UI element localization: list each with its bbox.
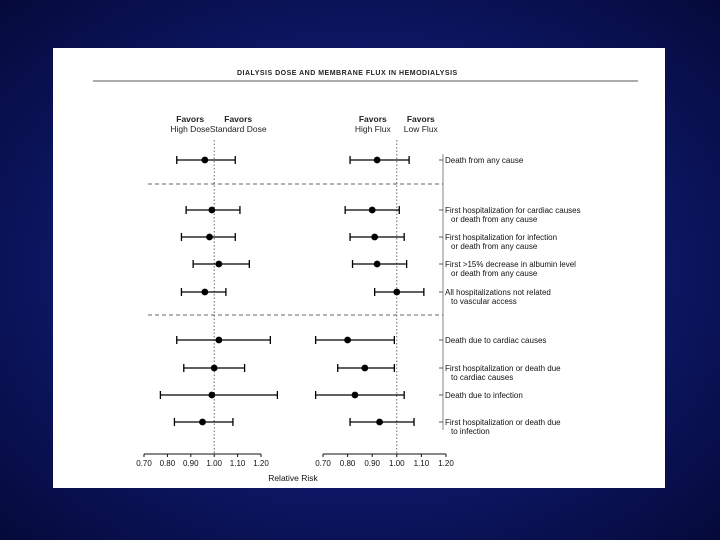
outcome-label: First hospitalization for cardiac causes <box>445 206 581 215</box>
outcome-label: All hospitalizations not related <box>445 288 551 297</box>
point-estimate <box>215 337 222 344</box>
favors-left-label: Favors <box>176 114 205 124</box>
x-tick-label: 0.80 <box>159 459 176 468</box>
point-estimate <box>376 419 383 426</box>
x-tick-label: 1.10 <box>229 459 246 468</box>
point-estimate <box>208 207 215 214</box>
favors-left-sublabel: High Dose <box>170 124 211 134</box>
point-estimate <box>352 392 359 399</box>
point-estimate <box>206 234 213 241</box>
outcome-label: Death due to infection <box>445 391 523 400</box>
x-tick-label: 0.90 <box>364 459 380 468</box>
x-tick-label: 0.90 <box>183 459 199 468</box>
x-tick-label: 0.80 <box>339 459 356 468</box>
point-estimate <box>344 337 351 344</box>
outcome-label: or death from any cause <box>451 215 538 224</box>
outcome-label: or death from any cause <box>451 269 538 278</box>
outcome-label: Death from any cause <box>445 156 524 165</box>
point-estimate <box>199 419 206 426</box>
x-tick-label: 1.00 <box>206 459 222 468</box>
outcome-label: First hospitalization or death due <box>445 418 561 427</box>
point-estimate <box>208 392 215 399</box>
favors-left-label: Favors <box>358 114 387 124</box>
point-estimate <box>369 207 376 214</box>
outcome-label: First hospitalization for infection <box>445 233 558 242</box>
point-estimate <box>215 261 222 268</box>
outcome-label: Death due to cardiac causes <box>445 336 547 345</box>
favors-right-sublabel: Standard Dose <box>209 124 267 134</box>
point-estimate <box>393 289 400 296</box>
point-estimate <box>361 365 368 372</box>
favors-left-sublabel: High Flux <box>354 124 391 134</box>
point-estimate <box>201 157 208 164</box>
favors-right-label: Favors <box>224 114 253 124</box>
forest-plot <box>53 48 665 488</box>
point-estimate <box>201 289 208 296</box>
forest-plot-figure <box>53 48 665 488</box>
figure-title: DIALYSIS DOSE AND MEMBRANE FLUX IN HEMODIALYSIS <box>237 70 458 77</box>
point-estimate <box>211 365 218 372</box>
outcome-label: or death from any cause <box>451 242 538 251</box>
x-tick-label: 1.20 <box>438 459 454 468</box>
x-tick-label: 0.70 <box>136 459 152 468</box>
outcome-label: First >15% decrease in albumin level <box>445 260 576 269</box>
x-tick-label: 0.70 <box>315 459 331 468</box>
favors-right-label: Favors <box>406 114 435 124</box>
outcome-label: to vascular access <box>451 297 517 306</box>
outcome-label: to cardiac causes <box>451 373 514 382</box>
x-tick-label: 1.00 <box>389 459 405 468</box>
point-estimate <box>371 234 378 241</box>
outcome-label: First hospitalization or death due <box>445 364 561 373</box>
favors-right-sublabel: Low Flux <box>403 124 438 134</box>
x-tick-label: 1.20 <box>253 459 269 468</box>
outcome-label: to infection <box>451 427 490 436</box>
x-tick-label: 1.10 <box>413 459 430 468</box>
point-estimate <box>374 261 381 268</box>
point-estimate <box>374 157 381 164</box>
x-axis-label: Relative Risk <box>268 473 318 483</box>
